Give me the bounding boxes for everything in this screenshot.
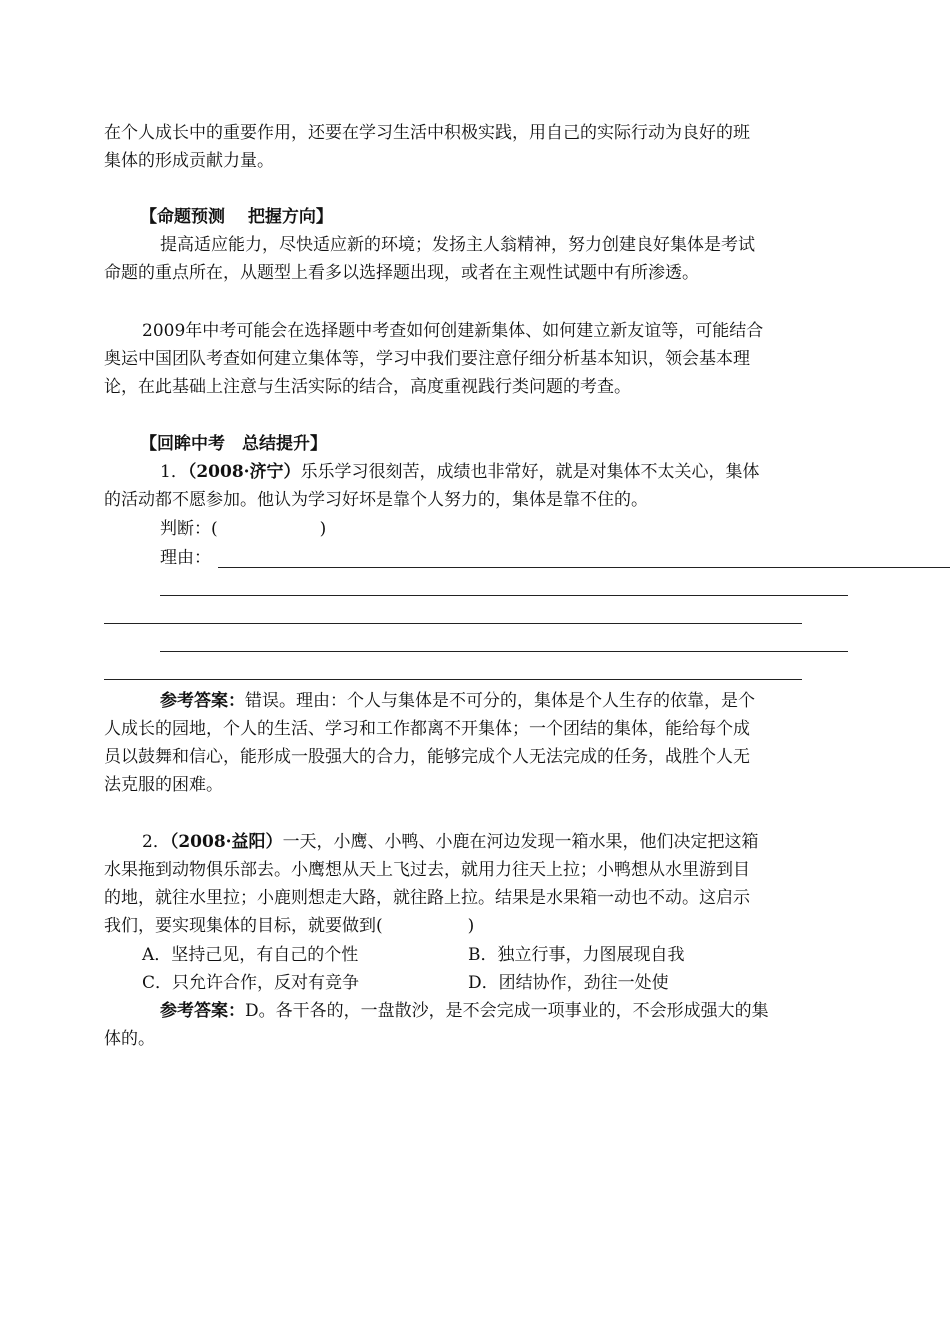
intro-line-1: 在个人成长中的重要作用，还要在学习生活中积极实践，用自己的实际行动为良好的班	[104, 123, 750, 143]
question-2-answer-label: 参考答案：	[160, 1001, 245, 1021]
question-2-line-2: 水果拖到动物俱乐部去。小鹰想从天上飞过去，就用力往天上拉；小鸭想从水里游到目	[104, 860, 750, 880]
option-b[interactable]: B．独立行事，力图展现自我	[468, 945, 685, 965]
question-1-reason-label: 理由：	[160, 548, 211, 568]
question-2-line-4: 我们，要实现集体的目标，就要做到( )	[104, 916, 475, 936]
question-2-answer-text: D。各干各的，一盘散沙，是不会完成一项事业的，不会形成强大的集	[245, 1001, 769, 1021]
question-2-line-1	[142, 831, 759, 853]
question-2-number: 2．	[142, 832, 170, 852]
option-a[interactable]: A．坚持己见，有自己的个性	[142, 945, 359, 965]
question-1-judge-label: 判断：( )	[160, 519, 327, 539]
reason-answer-line-4[interactable]	[160, 651, 848, 652]
forecast-paragraph-1-line-1: 提高适应能力，尽快适应新的环境；发扬主人翁精神，努力创建良好集体是考试	[160, 235, 755, 255]
question-1-source: （2008·济宁）	[187, 462, 301, 482]
reason-answer-line-5[interactable]	[104, 679, 802, 680]
option-d[interactable]: D．团结协作，劲往一处使	[468, 973, 669, 993]
question-1-text: 乐乐学习很刻苦，成绩也非常好，就是对集体不太关心，集体	[300, 462, 760, 482]
question-1-answer-line-4: 法克服的困难。	[104, 775, 223, 795]
question-1-number: 1．	[160, 462, 188, 482]
question-2-source: （2008·益阳）	[169, 832, 283, 852]
forecast-paragraph-1-line-2: 命题的重点所在，从题型上看多以选择题出现，或者在主观性试题中有所渗透。	[104, 263, 699, 283]
option-c[interactable]: C．只允许合作，反对有竞争	[142, 973, 360, 993]
question-1-answer-line-2: 人成长的园地，个人的生活、学习和工作都离不开集体；一个团结的集体，能给每个成	[104, 719, 750, 739]
section-heading-review: 【回眸中考 总结提升】	[140, 434, 327, 454]
question-1-answer-line-1	[160, 690, 755, 712]
forecast-paragraph-2-line-2: 奥运中国团队考查如何建立集体等，学习中我们要注意仔细分析基本知识，领会基本理	[104, 349, 750, 369]
question-1-line-2: 的活动都不愿参加。他认为学习好坏是靠个人努力的，集体是靠不住的。	[104, 490, 648, 510]
question-1-line-1	[160, 461, 760, 483]
section-heading-forecast: 【命题预测 把握方向】	[140, 207, 333, 227]
question-2-text: 一天，小鹰、小鸭、小鹿在河边发现一箱水果，他们决定把这箱	[282, 832, 759, 852]
question-2-answer-line-1	[160, 1000, 769, 1022]
reason-answer-line-3[interactable]	[104, 623, 802, 624]
question-1-answer-line-3: 员以鼓舞和信心，能形成一股强大的合力，能够完成个人无法完成的任务，战胜个人无	[104, 747, 750, 767]
forecast-paragraph-2-line-3: 论，在此基础上注意与生活实际的结合，高度重视践行类问题的考查。	[104, 377, 631, 397]
forecast-paragraph-2-line-1: 2009年中考可能会在选择题中考查如何创建新集体、如何建立新友谊等，可能结合	[142, 321, 764, 341]
question-2-answer-line-2: 体的。	[104, 1029, 155, 1049]
question-1-answer-label: 参考答案：	[160, 691, 245, 711]
reason-answer-line-2[interactable]	[160, 595, 848, 596]
question-1-answer-text: 错误。理由：个人与集体是不可分的，集体是个人生存的依靠，是个	[245, 691, 755, 711]
question-2-line-3: 的地，就往水里拉；小鹿则想走大路，就往路上拉。结果是水果箱一动也不动。这启示	[104, 888, 750, 908]
intro-line-2: 集体的形成贡献力量。	[104, 151, 274, 171]
reason-answer-line-1[interactable]	[218, 567, 950, 568]
